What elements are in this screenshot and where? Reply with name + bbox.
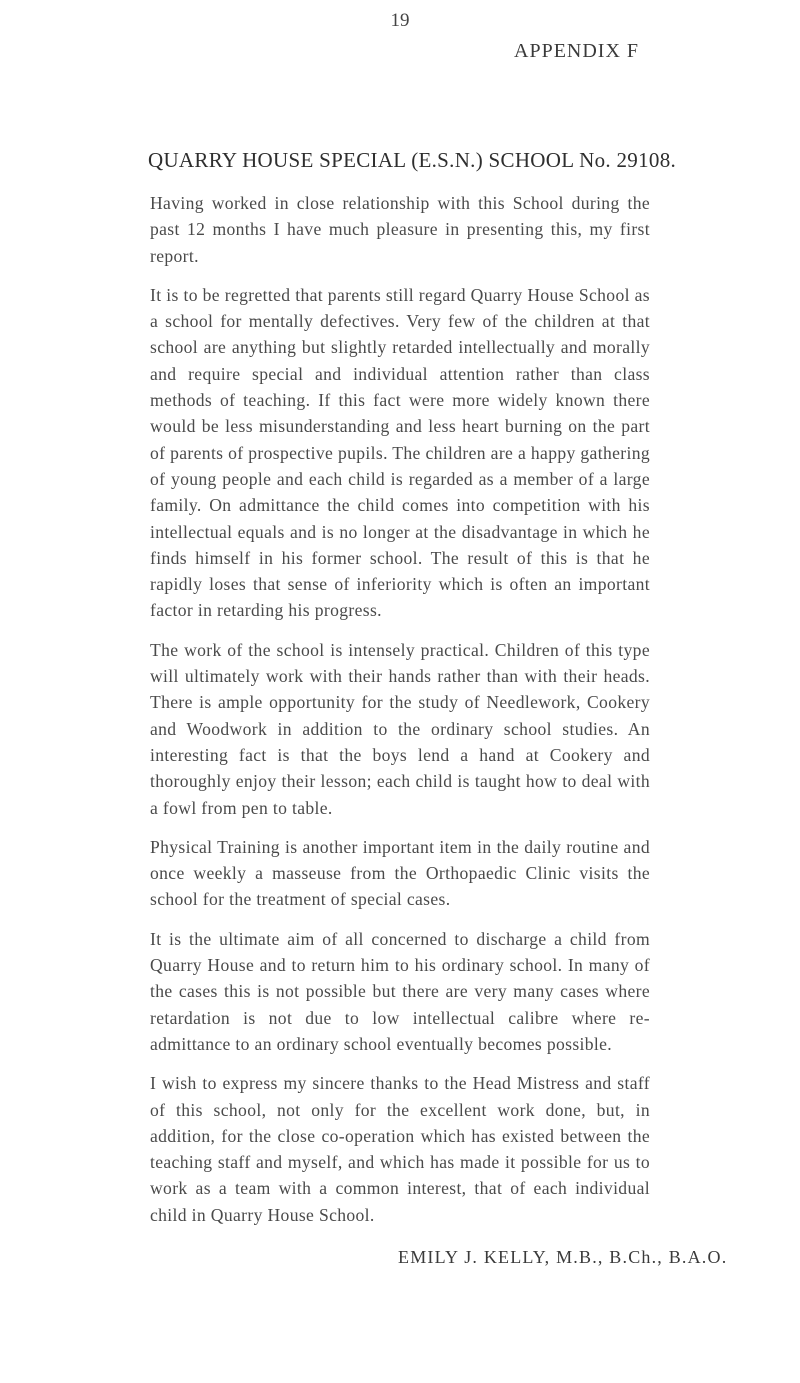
- paragraph-ultimate-aim: It is the ultimate aim of all concerned to discharge a child from Quarry House and to return him to his ordinary school. In many of the cases this is not possible but there are very many cases where retardation is not due to low intellectual calibre where re-admittance to an ordinary school eventually becomes possible.: [150, 928, 650, 1054]
- report-body: [150, 190, 650, 1241]
- paragraph-intro: Having worked in close relationship with this School during the past 12 months I have much pleasure in presenting this, my first report.: [150, 193, 650, 266]
- appendix-heading: APPENDIX F: [514, 40, 640, 62]
- paragraph-practical-work: The work of the school is intensely practical. Children of this type will ultimately work with their hands rather than with their heads. There is ample opportunity for the study of Needlework, Cookery and Woodwork in addition to the ordinary school studies. An interesting fact is that the boys lend a hand at Cookery and thoroughly enjoy their lesson; each child is taught how to deal with a fowl from pen to table.: [150, 639, 650, 818]
- paragraph-school-regard: It is to be regretted that parents still regard Quarry House School as a school for mentally defectives. Very few of the children at that school are anything but slightly retarded intellectually and morally and require special and individual attention rather than class methods of teaching. If this fact were more widely known there would be less misunderstanding and less heart burning on the part of parents of prospective pupils. The children are a happy gathering of young people and each child is regarded as a member of a large family. On admittance the child comes into competition with his intellectual equals and is no longer at the disadvantage in which he finds himself in his former school. The result of this is that he rapidly loses that sense of inferiority which is often an important factor in retarding his progress.: [150, 284, 650, 621]
- signature: EMILY J. KELLY, M.B., B.Ch., B.A.O.: [398, 1247, 728, 1267]
- report-title: QUARRY HOUSE SPECIAL (E.S.N.) SCHOOL No. 29108.: [148, 148, 677, 172]
- paragraph-physical-training: Physical Training is another important item in the daily routine and once weekly a masseuse from the Orthopaedic Clinic visits the school for the treatment of special cases.: [150, 836, 650, 910]
- page-number: 19: [390, 10, 410, 31]
- paragraph-thanks: I wish to express my sincere thanks to the Head Mistress and staff of this school, not only for the excellent work done, but, in addition, for the close co-operation which has existed between the teaching staff and myself, and which has made it possible for us to work as a team with a common interest, that of each individual child in Quarry House School.: [150, 1073, 650, 1225]
